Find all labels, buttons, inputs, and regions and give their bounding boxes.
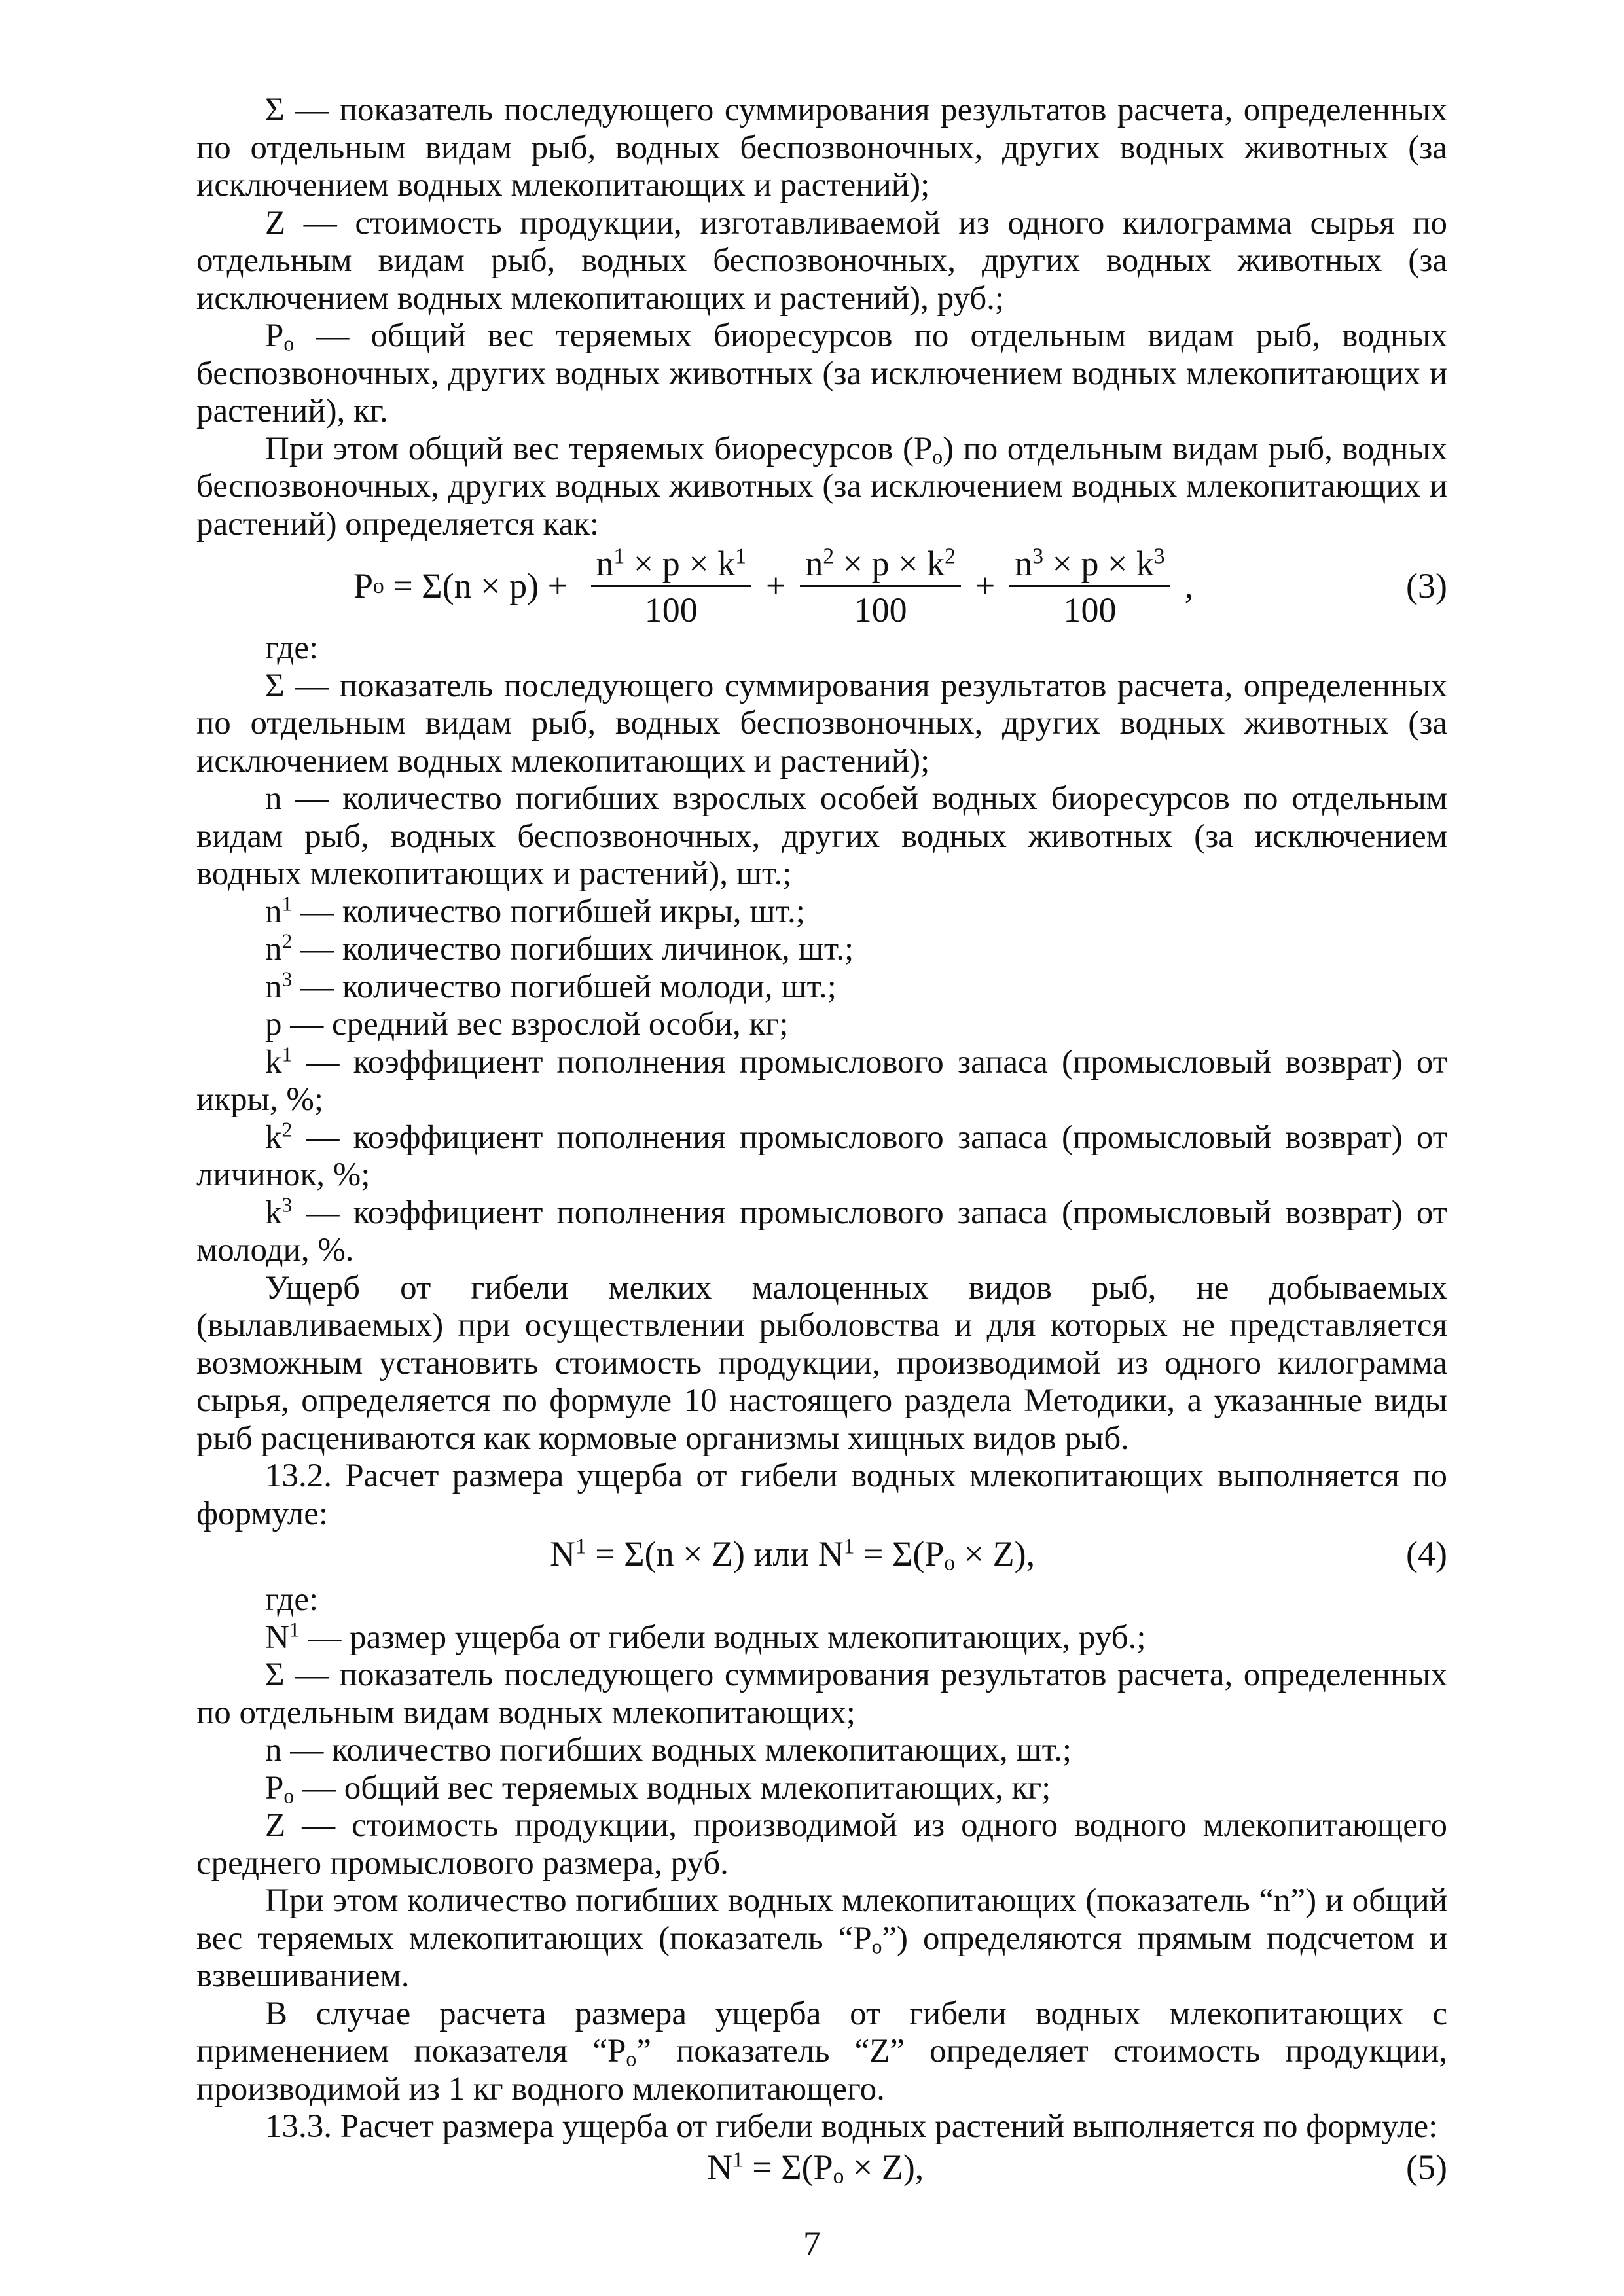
where-label-2: где: — [265, 1581, 319, 1618]
formula-3-comma: , — [1184, 566, 1194, 606]
def3-n2: $n^2$ — количество погибших личинок, шт.; — [265, 929, 854, 967]
def3-n: n — количество погибших взрослых особей водных биоресурсов по отдельным видам рыб, водных беспозвоночных, других водных животных (за исключением водных млекопитающих и растений), шт.; — [196, 780, 1447, 892]
formula-3-fraction-2 — [800, 545, 960, 629]
formula-5-number: (5) — [1406, 2147, 1447, 2187]
formula-4 — [196, 1533, 1447, 1581]
section-13-3-paragraph: 13.3. Расчет размера ущерба от гибели водных растений выполняется по формуле: — [265, 2108, 1438, 2145]
formula-3-expression: P o = Σ(n × p) + $\frac{n^1 \times p \times k^1}{100}$ + $\frac{n^2 \times p \times k^2}{100}$ + $\frac{n^3 \times p \times k^3}{100}$ , — [353, 543, 1194, 630]
def4-Po: $P_o$ — общий вес теряемых водных млекопитающих, кг; — [265, 1769, 1051, 1807]
section-13-2-paragraph: 13.2. Расчет размера ущерба от гибели водных млекопитающих выполняется по формуле: — [196, 1458, 1447, 1532]
formula-5 — [196, 2146, 1447, 2195]
po-subscript: o — [283, 332, 295, 355]
fraction-2-numerator: $n^2 \times p \times k^2$ — [800, 545, 960, 587]
formula-4-number: (4) — [1406, 1534, 1447, 1573]
formula-3-fraction-1 — [591, 545, 751, 629]
fraction-1-numerator: $n^1 \times p \times k^1$ — [591, 545, 751, 587]
def3-n3: $n^3$ — количество погибшей молоди, шт.; — [265, 967, 837, 1005]
fraction-3-denominator: 100 — [1063, 590, 1117, 630]
formula-3-plus-1: + — [765, 566, 786, 606]
po-calc-text-a: При этом общий вес теряемых биоресурсов (P — [265, 430, 933, 467]
count-weighing-paragraph: При этом количество погибших водных млекопитающих (показатель “n”) и общий вес теряемых млекопитающих (показатель “$P_o$”) определяются прямым подсчетом и взвешиванием. — [196, 1882, 1447, 1994]
fraction-1-denominator: 100 — [644, 590, 698, 630]
def4-Z: Z — стоимость продукции, производимой из одного водного млекопитающего среднего промыслового размера, руб. — [196, 1807, 1447, 1882]
formula-3-fraction-3 — [1009, 545, 1170, 629]
def3-n1: $n^1$ — количество погибшей икры, шт.; — [265, 892, 805, 930]
page-number: 7 — [803, 2224, 821, 2263]
po-calc-text-b: ) по отдельным видам рыб, водных беспозвоночных, других водных животных (за исключением водных млекопитающих и растений) определяется как: — [196, 430, 1447, 543]
def3-k1: $k^1$ — коэффициент пополнения промыслового запаса (промысловый возврат) от икры, %; — [196, 1043, 1447, 1118]
def-po-intro — [196, 317, 1447, 431]
def3-sigma: Σ — показатель последующего суммирования результатов расчета, определенных по отдельным видам рыб, водных беспозвоночных, других водных животных (за исключением водных млекопитающих и растений); — [196, 667, 1447, 780]
small-fish-paragraph: Ущерб от гибели мелких малоценных видов рыб, не добываемых (вылавливаемых) при осуществлении рыболовства и для которых не представляется возможным установить стоимость продукции, производимой из одного килограмма сырья, определяется по формуле 10 настоящего раздела Методики, а указанные виды рыб расцениваются как кормовые организмы хищных видов рыб. — [196, 1269, 1447, 1457]
fraction-2-denominator: 100 — [854, 590, 907, 630]
formula-3-eq: = Σ(n × p) + — [384, 566, 577, 606]
fraction-3-numerator: $n^3 \times p \times k^3$ — [1009, 545, 1170, 587]
def-z-intro: Z — стоимость продукции, изготавливаемой из одного килограмма сырья по отдельным видам рыб, водных беспозвоночных, других водных животных (за исключением водных млекопитающих и растений), руб.; — [196, 204, 1447, 317]
formula-3 — [196, 543, 1447, 630]
po-case-paragraph: В случае расчета размера ущерба от гибели водных млекопитающих с применением показателя “$P_o$” показатель “Z” определяет стоимость продукции, производимой из 1 кг водного млекопитающего. — [196, 1995, 1447, 2108]
formula-3-number: (3) — [1406, 566, 1447, 606]
formula-5-expression: $N^1 = \Sigma(P_o \times Z)$, — [707, 2147, 924, 2189]
def3-k3: $k^3$ — коэффициент пополнения промыслового запаса (промысловый возврат) от молоди, %. — [196, 1193, 1447, 1268]
po-symbol: P — [265, 317, 284, 354]
po-calc-sub: o — [932, 444, 943, 468]
formula-3-lhs: P — [353, 566, 374, 606]
def4-n: n — количество погибших водных млекопитающих, шт.; — [265, 1732, 1072, 1768]
po-calculation-paragraph — [196, 431, 1447, 544]
def3-k2: $k^2$ — коэффициент пополнения промыслового запаса (промысловый возврат) от личинок, %; — [196, 1118, 1447, 1193]
def4-N1: $N^1$ — размер ущерба от гибели водных млекопитающих, руб.; — [265, 1618, 1146, 1656]
where-label-1: где: — [265, 630, 319, 666]
def4-sigma: Σ — показатель последующего суммирования результатов расчета, определенных по отдельным видам водных млекопитающих; — [196, 1657, 1447, 1731]
def3-p: p — средний вес взрослой особи, кг; — [265, 1006, 789, 1043]
formula-4-expression: $N^1 = \Sigma(n \times Z)$ или $N^1 = \Sigma(P_o \times Z)$, — [550, 1534, 1036, 1575]
formula-3-plus-2: + — [975, 566, 996, 606]
def-sigma-intro: Σ — показатель последующего суммирования результатов расчета, определенных по отдельным видам рыб, водных беспозвоночных, других водных животных (за исключением водных млекопитающих и растений); — [196, 92, 1447, 204]
po-definition: — общий вес теряемых биоресурсов по отдельным видам рыб, водных беспозвоночных, других водных животных (за исключением водных млекопитающих и растений), кг. — [196, 317, 1447, 429]
